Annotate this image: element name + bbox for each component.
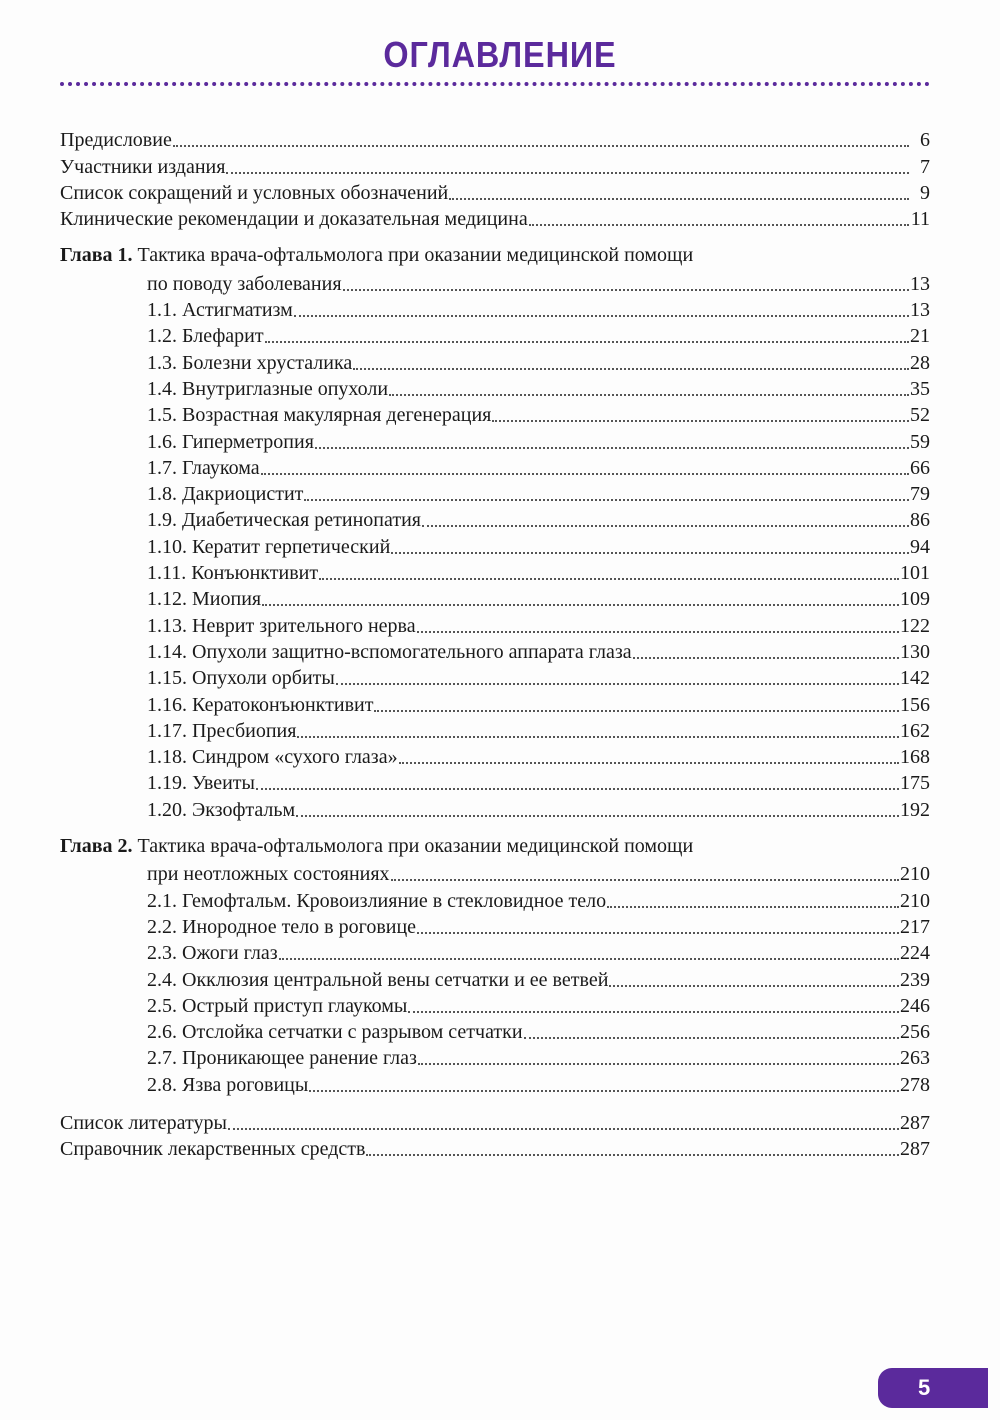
toc-entry-label: 1.3. Болезни хрусталика [147, 351, 353, 374]
dot-leader [374, 710, 899, 712]
toc-subentry[interactable] [60, 638, 930, 664]
dot-leader [389, 394, 909, 396]
toc-subentry[interactable] [60, 795, 930, 821]
toc-entry-page: 168 [900, 746, 930, 769]
toc-entry-page: 101 [900, 562, 930, 585]
toc-entry-label: 1.20. Экзофтальм [147, 798, 296, 821]
toc-entry-label: 1.16. Кератоконъюнктивит [147, 693, 374, 716]
toc-entry-label: 1.6. Гиперметропия [147, 430, 314, 453]
toc-entry-label: 2.7. Проникающее ранение глаз [147, 1047, 417, 1070]
dot-leader [391, 879, 899, 881]
dot-leader [408, 1011, 899, 1013]
toc-subentry[interactable] [60, 939, 930, 965]
dot-leader [294, 315, 909, 317]
toc-entry[interactable] [60, 126, 930, 152]
dot-leader [262, 604, 899, 606]
chapter-1-title-cont: по поводу заболевания [147, 272, 342, 295]
toc-entry-label: 1.13. Неврит зрительного нерва [147, 614, 416, 637]
dot-leader [399, 762, 899, 764]
page-number-badge: 5 [878, 1368, 988, 1408]
dot-leader [343, 289, 909, 291]
page-title: ОГЛАВЛЕНИЕ [383, 34, 617, 75]
toc-subentry[interactable] [60, 690, 930, 716]
toc-subentry[interactable] [60, 1044, 930, 1070]
chapter-1-prefix: Глава 1. [60, 244, 133, 267]
toc-subentry[interactable] [60, 965, 930, 991]
toc-entry-page: 28 [910, 351, 930, 374]
dot-leader [449, 198, 909, 200]
toc-entry-label: 2.2. Инородное тело в роговице [147, 915, 417, 938]
toc-subentry[interactable] [60, 532, 930, 558]
chapter-2-title-cont: при неотложных состояниях [147, 863, 390, 886]
chapter-2-heading-cont[interactable] [60, 860, 930, 886]
toc-entry[interactable] [60, 1135, 930, 1161]
dot-leader [529, 224, 909, 226]
toc-subentry[interactable] [60, 769, 930, 795]
toc-entry-label: Список сокращений и условных обозначений [60, 181, 449, 204]
back-matter-section [60, 1109, 930, 1162]
chapter-1-title: Тактика врача-офтальмолога при оказании медицинской помощи [137, 244, 694, 267]
dot-leader [417, 631, 899, 633]
toc-entry-page: 246 [900, 994, 930, 1017]
toc-entry-label: 1.19. Увеиты [147, 772, 255, 795]
toc-entry[interactable] [60, 179, 930, 205]
chapter-2-prefix: Глава 2. [60, 834, 133, 857]
dot-leader [524, 1037, 899, 1039]
dot-leader [366, 1154, 899, 1156]
toc-entry-page: 35 [910, 377, 930, 400]
dot-leader [492, 420, 909, 422]
toc-entry-label: 1.10. Кератит герпетический [147, 535, 391, 558]
toc-subentry[interactable] [60, 1018, 930, 1044]
dot-leader [173, 145, 909, 147]
chapter-2-section [60, 834, 930, 1097]
toc-entry-label: 2.6. Отслойка сетчатки с разрывом сетчатки [147, 1021, 523, 1044]
dot-leader [304, 499, 909, 501]
toc-entry-page: 175 [900, 772, 930, 795]
toc-entry-page: 9 [920, 181, 930, 204]
toc-entry-page: 217 [900, 915, 930, 938]
toc-entry-page: 263 [900, 1047, 930, 1070]
toc-subentry[interactable] [60, 886, 930, 912]
chapter-1-section [60, 243, 930, 822]
toc-subentry[interactable] [60, 401, 930, 427]
dot-leader [228, 1128, 899, 1130]
dot-leader [633, 657, 899, 659]
toc-entry-page: 86 [910, 509, 930, 532]
chapter-1-heading-cont[interactable] [60, 269, 930, 295]
dot-leader [336, 683, 899, 685]
toc-entry-page: 287 [900, 1138, 930, 1161]
chapter-1-page: 13 [910, 272, 930, 295]
toc-entry-page: 66 [910, 456, 930, 479]
toc-subentry[interactable] [60, 717, 930, 743]
table-of-contents [60, 126, 930, 1161]
toc-entry-label: 1.4. Внутриглазные опухоли [147, 377, 389, 400]
toc-entry-label: 1.7. Глаукома [147, 456, 260, 479]
toc-entry-page: 122 [900, 614, 930, 637]
toc-entry-page: 13 [910, 299, 930, 322]
toc-subentry[interactable] [60, 743, 930, 769]
toc-entry-page: 156 [900, 693, 930, 716]
toc-subentry[interactable] [60, 559, 930, 585]
toc-subentry[interactable] [60, 375, 930, 401]
toc-entry-page: 6 [920, 129, 930, 152]
dot-leader [319, 578, 899, 580]
toc-subentry[interactable] [60, 664, 930, 690]
toc-entry-label: 2.5. Острый приступ глаукомы [147, 994, 408, 1017]
toc-entry-label: 1.8. Дакриоцистит [147, 483, 304, 506]
dot-leader [261, 473, 909, 475]
dot-leader [607, 906, 899, 908]
toc-entry-label: 1.15. Опухоли орбиты [147, 667, 335, 690]
toc-subentry[interactable] [60, 1070, 930, 1096]
toc-subentry[interactable] [60, 427, 930, 453]
toc-subentry[interactable] [60, 992, 930, 1018]
title-divider [60, 82, 930, 86]
dot-leader [353, 368, 909, 370]
toc-entry-page: 210 [900, 889, 930, 912]
toc-entry-page: 239 [900, 968, 930, 991]
toc-entry-label: 1.14. Опухоли защитно-вспомогательного аппарата глаза [147, 640, 632, 663]
toc-entry-label: 2.8. Язва роговицы [147, 1073, 309, 1096]
dot-leader [315, 447, 909, 449]
toc-entry-page: 59 [910, 430, 930, 453]
front-matter-section [60, 126, 930, 231]
toc-entry-page: 11 [910, 208, 930, 231]
toc-subentry[interactable] [60, 480, 930, 506]
toc-entry-page: 79 [910, 483, 930, 506]
dot-leader [265, 341, 909, 343]
toc-subentry[interactable] [60, 611, 930, 637]
dot-leader [417, 932, 899, 934]
toc-entry-page: 109 [900, 588, 930, 611]
toc-entry-page: 7 [920, 155, 930, 178]
toc-entry-label: Справочник лекарственных средств [60, 1138, 366, 1161]
dot-leader [256, 788, 899, 790]
dot-leader [418, 1063, 899, 1065]
toc-entry-page: 278 [900, 1073, 930, 1096]
dot-leader [296, 815, 899, 817]
toc-entry-page: 130 [900, 640, 930, 663]
chapter-2-page: 210 [900, 863, 930, 886]
toc-subentry[interactable] [60, 454, 930, 480]
toc-entry-label: Клинические рекомендации и доказательная медицина [60, 208, 528, 231]
toc-subentry[interactable] [60, 348, 930, 374]
toc-subentry[interactable] [60, 506, 930, 532]
toc-entry-page: 287 [900, 1111, 930, 1134]
dot-leader [279, 958, 899, 960]
toc-entry-label: Предисловие [60, 129, 172, 152]
dot-leader [309, 1090, 899, 1092]
toc-entry[interactable] [60, 152, 930, 178]
toc-entry-label: 1.1. Астигматизм [147, 299, 293, 322]
toc-entry[interactable] [60, 1109, 930, 1135]
toc-entry-page: 142 [900, 667, 930, 690]
toc-entry-label: 1.18. Синдром «сухого глаза» [147, 746, 398, 769]
dot-leader [297, 736, 899, 738]
chapter-2-heading[interactable] [60, 834, 930, 860]
toc-entry-label: 1.9. Диабетическая ретинопатия [147, 509, 421, 532]
toc-entry-page: 94 [910, 535, 930, 558]
toc-entry-label: Список литературы [60, 1111, 227, 1134]
toc-subentry[interactable] [60, 585, 930, 611]
toc-entry-label: 1.17. Пресбиопия [147, 719, 297, 742]
toc-entry-page: 192 [900, 798, 930, 821]
chapter-1-heading[interactable] [60, 243, 930, 269]
toc-entry-label: 2.3. Ожоги глаз [147, 942, 278, 965]
toc-subentry[interactable] [60, 322, 930, 348]
chapter-2-title: Тактика врача-офтальмолога при оказании медицинской помощи [137, 834, 694, 857]
toc-entry-page: 162 [900, 719, 930, 742]
dot-leader [609, 985, 899, 987]
toc-entry-label: 2.4. Окклюзия центральной вены сетчатки и ее ветвей [147, 968, 609, 991]
toc-entry-label: Участники издания [60, 155, 226, 178]
toc-entry-label: 1.12. Миопия [147, 588, 262, 611]
dot-leader [226, 172, 909, 174]
dot-leader [422, 525, 909, 527]
toc-entry-page: 256 [900, 1021, 930, 1044]
toc-entry-page: 21 [910, 325, 930, 348]
dot-leader [391, 552, 909, 554]
toc-entry-page: 52 [910, 404, 930, 427]
toc-entry-label: 1.11. Конъюнктивит [147, 562, 319, 585]
toc-entry-label: 1.5. Возрастная макулярная дегенерация [147, 404, 492, 427]
toc-entry-label: 1.2. Блефарит [147, 325, 264, 348]
toc-entry[interactable] [60, 205, 930, 231]
toc-subentry[interactable] [60, 913, 930, 939]
toc-entry-page: 224 [900, 942, 930, 965]
toc-subentry[interactable] [60, 296, 930, 322]
toc-entry-label: 2.1. Гемофтальм. Кровоизлияние в стекловидное тело [147, 889, 607, 912]
